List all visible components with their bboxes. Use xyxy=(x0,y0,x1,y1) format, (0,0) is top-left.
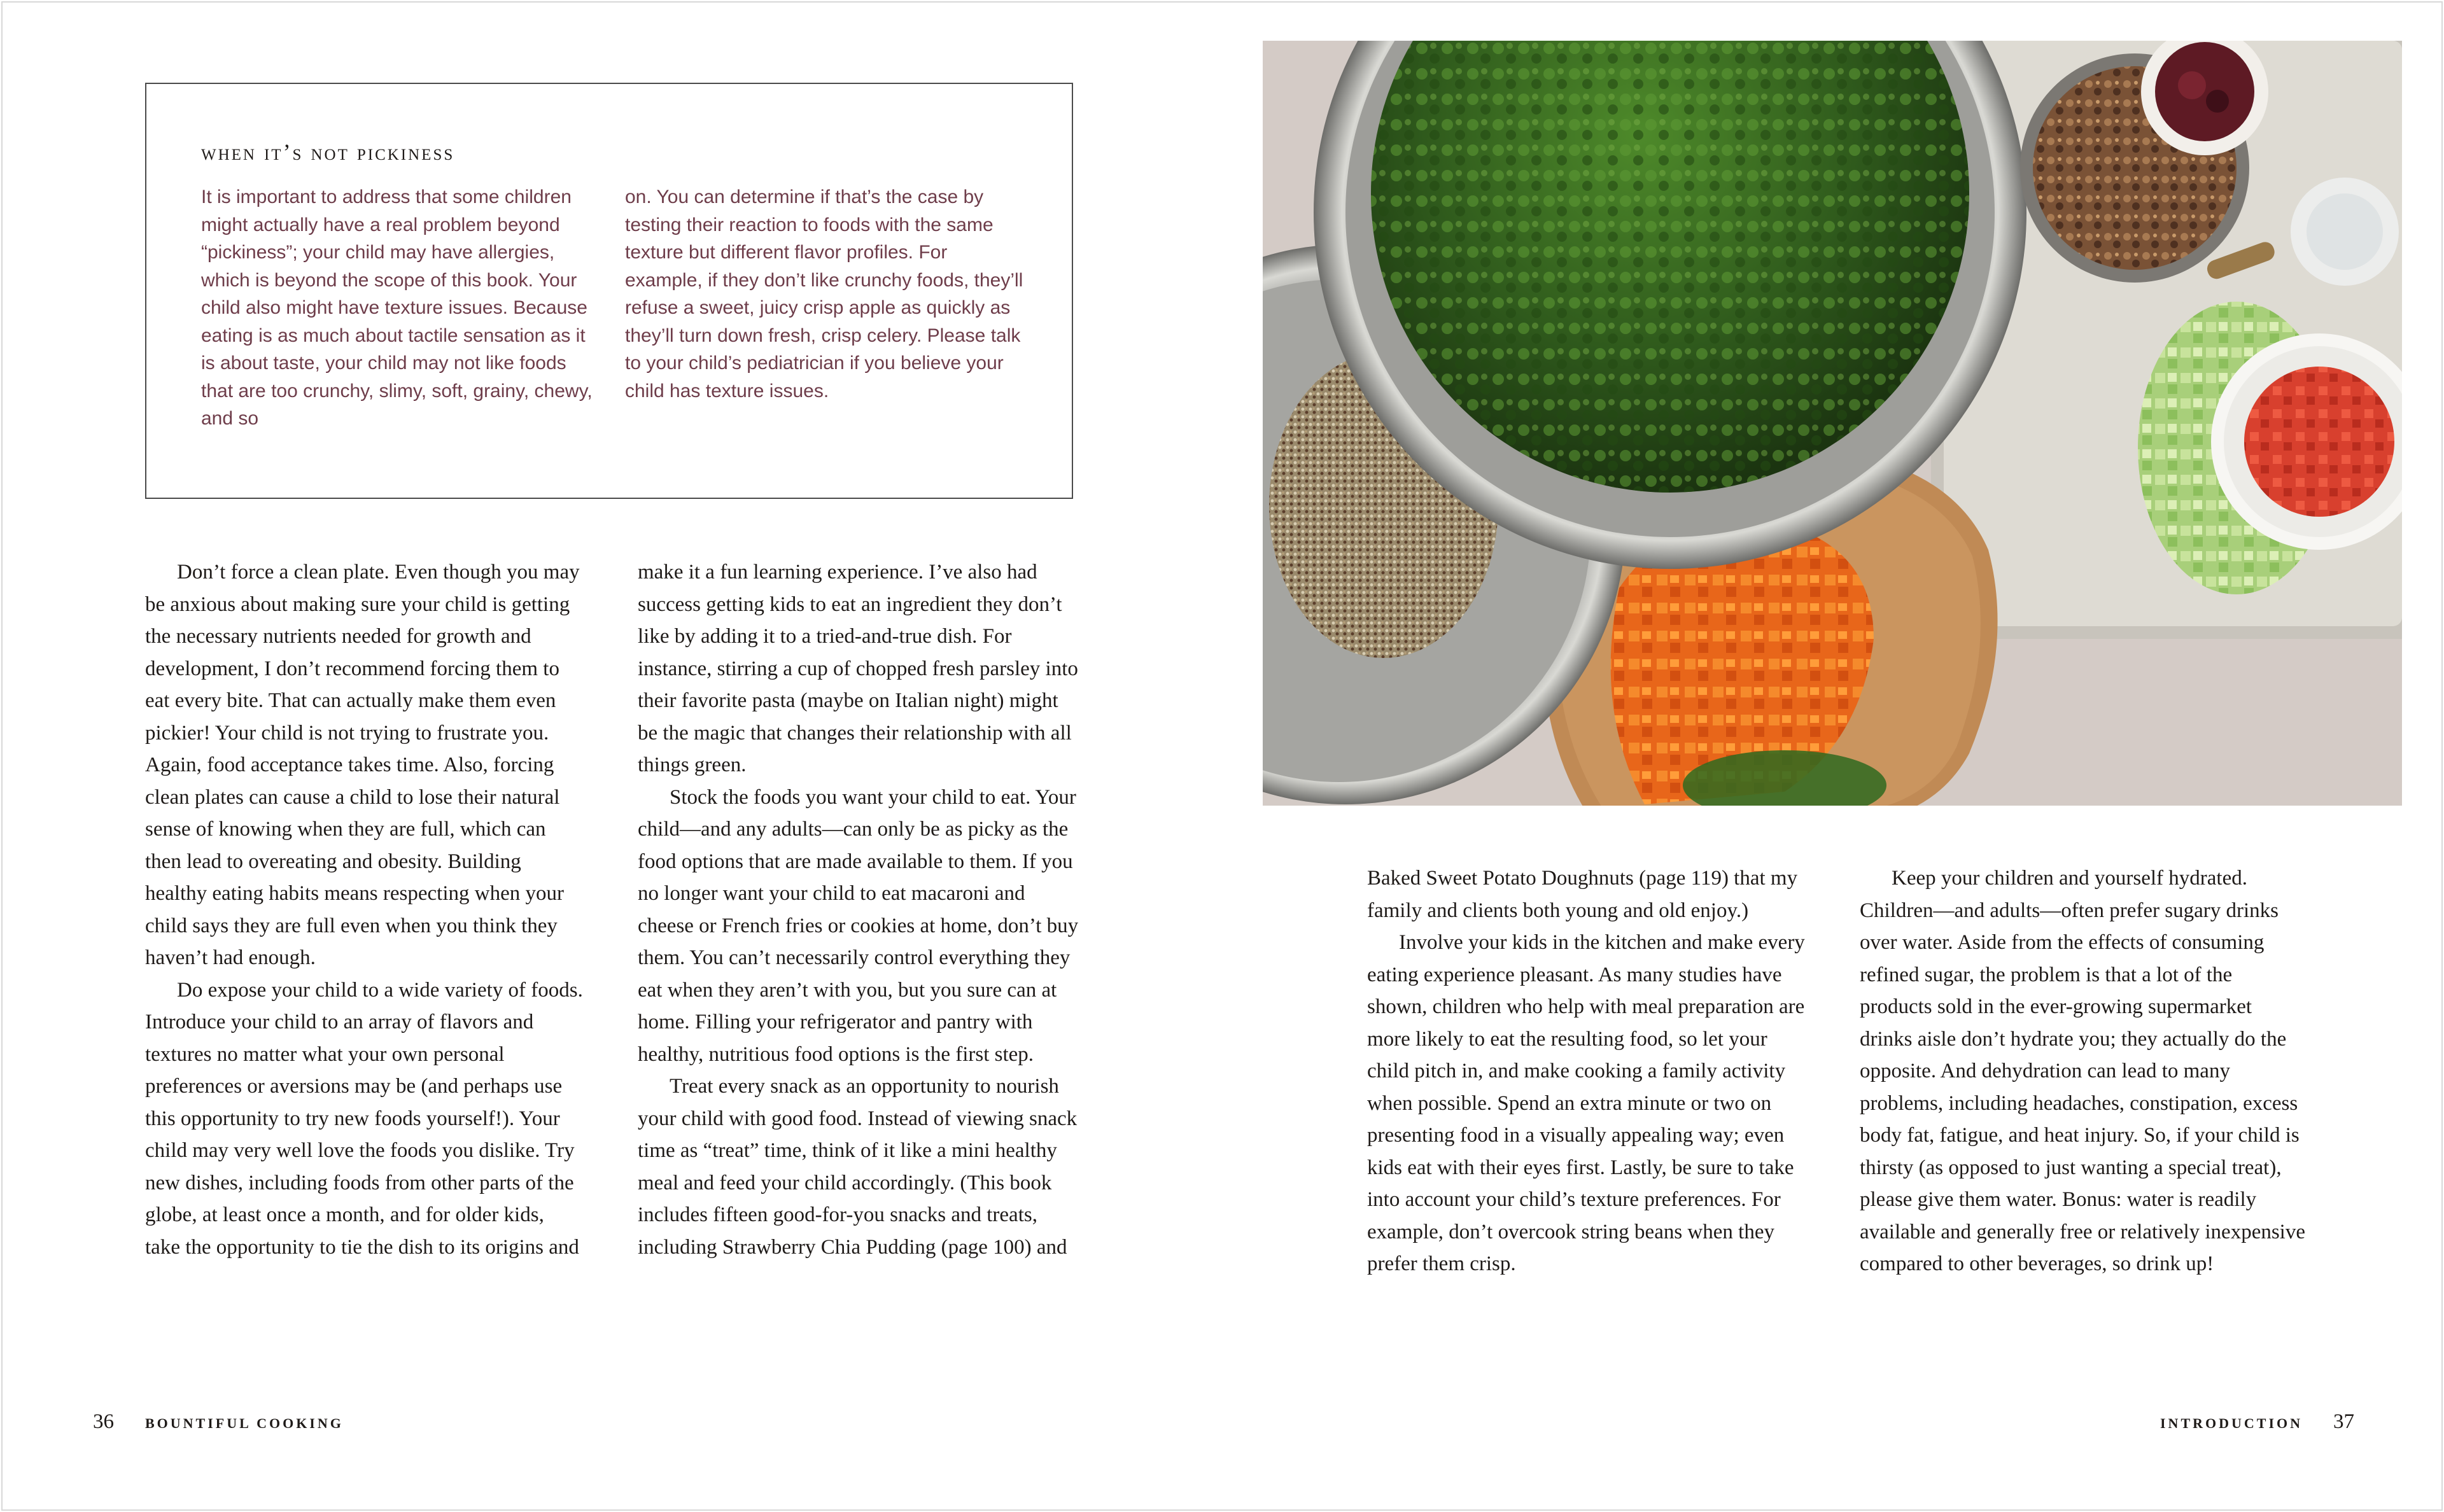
food-photo-icon xyxy=(1263,41,2402,806)
left-page-column-2 xyxy=(638,556,1083,1263)
paragraph: Involve your kids in the kitchen and make every eating experience pleasant. As many studies have shown, children who help with meal preparation are more likely to eat the resulting food, so let your child pitch in, and make cooking a family activity when possible. Spend an extra minute or two on presenting food in a visually appealing way; even kids eat with their eyes first. Lastly, be sure to take into account your child’s texture preferences. For example, don’t overcook string beans when they prefer them crisp. xyxy=(1367,931,1805,1275)
right-page-column-2 xyxy=(1860,862,2305,1280)
paragraph: Do expose your child to a wide variety of foods. Introduce your child to an array of flavors and textures no matter what your own personal preferences or aversions may be (and perhaps use this opportunity to try new foods yourself!). Your child may very well love the foods you dislike. Try new dishes, including foods from other parts of the globe, at least once a month, and for older kids, take the opportunity to tie the dish to its origins and xyxy=(145,978,583,1259)
paragraph: Don’t force a clean plate. Even though you may be anxious about making sure your child is getting the necessary nutrients needed for growth and development, I don’t recommend forcing them to eat every bite. That can actually make them even pickier! Your child is not trying to frustrate you. Again, food acceptance takes time. Also, forcing clean plates can cause a child to lose their natural sense of knowing when they are full, which can then lead to overeating and obesity. Building healthy eating habits means respecting when your child says they are full even when you think they haven’t had enough. xyxy=(145,561,580,969)
sidebar-column-1: It is important to address that some children might actually have a real problem beyond “pickiness”; your child may have allergies, which is beyond the scope of this book. Your child also might have texture issues. Because eating is as much about tactile sensation as it is about taste, your child may not like foods that are too crunchy, slimy, soft, grainy, chewy, and so xyxy=(201,186,593,429)
paragraph: Keep your children and yourself hydrated. Children—and adults—often prefer sugary drinks over water. Aside from the effects of consuming refined sugar, the problem is that a lot of the products sold in the ever-growing supermarket drinks aisle don’t hydrate you; they actually do the opposite. And dehydration can lead to many problems, including headaches, constipation, excess body fat, fatigue, and heat injury. So, if your child is thirsty (as opposed to just wanting a special treat), please give them water. Bonus: water is readily available and generally free or relatively inexpensive compared to other beverages, so drink up! xyxy=(1860,867,2305,1275)
paragraph: Treat every snack as an opportunity to nourish your child with good food. Instead of viewing snack time as “treat” time, think of it like a mini healthy meal and feed your child accordingly. (This book includes fifteen good-for-you snacks and treats, including Strawberry Chia Pudding (page 100) and xyxy=(638,1075,1078,1259)
sidebar-title: when it’s not pickiness xyxy=(201,139,455,165)
right-page-column-1 xyxy=(1367,862,1813,1280)
page-number-right: 37 xyxy=(2333,1410,2354,1433)
paragraph: Stock the foods you want your child to eat. Your child—and any adults—can only be as picky as the food options that are made available to them. If you no longer want your child to eat macaroni and cheese or French fries or cookies at home, don’t buy them. You can’t necessarily control everything they eat when they aren’t with you, but you sure can at home. Filling your refrigerator and pantry with healthy, nutritious food options is the first step. xyxy=(638,785,1079,1066)
paragraph: make it a fun learning experience. I’ve also had success getting kids to eat an ingredient they don’t like by adding it to a tried-and-true dish. For instance, stirring a cup of chopped fresh parsley into their favorite pasta (maybe on Italian night) might be the magic that changes their relationship with all things green. xyxy=(638,561,1078,776)
food-photo xyxy=(1263,41,2402,806)
running-head-right: INTRODUCTION xyxy=(2160,1415,2303,1431)
sidebar-box xyxy=(145,83,1073,499)
running-head-left: BOUNTIFUL COOKING xyxy=(145,1415,344,1431)
paragraph: Baked Sweet Potato Doughnuts (page 119) that my family and clients both young and old enjoy.) xyxy=(1367,867,1798,922)
page-number-left: 36 xyxy=(93,1410,114,1433)
sidebar-column-2: on. You can determine if that’s the case by testing their reaction to foods with the same texture but different flavor profiles. For example, if they don’t like crunchy foods, they’ll refuse a sweet, juicy crisp apple as quickly as they’ll turn down fresh, crisp celery. Please talk to your child’s pediatrician if you believe your child has texture issues. xyxy=(625,186,1023,402)
left-page-column-1 xyxy=(145,556,584,1263)
